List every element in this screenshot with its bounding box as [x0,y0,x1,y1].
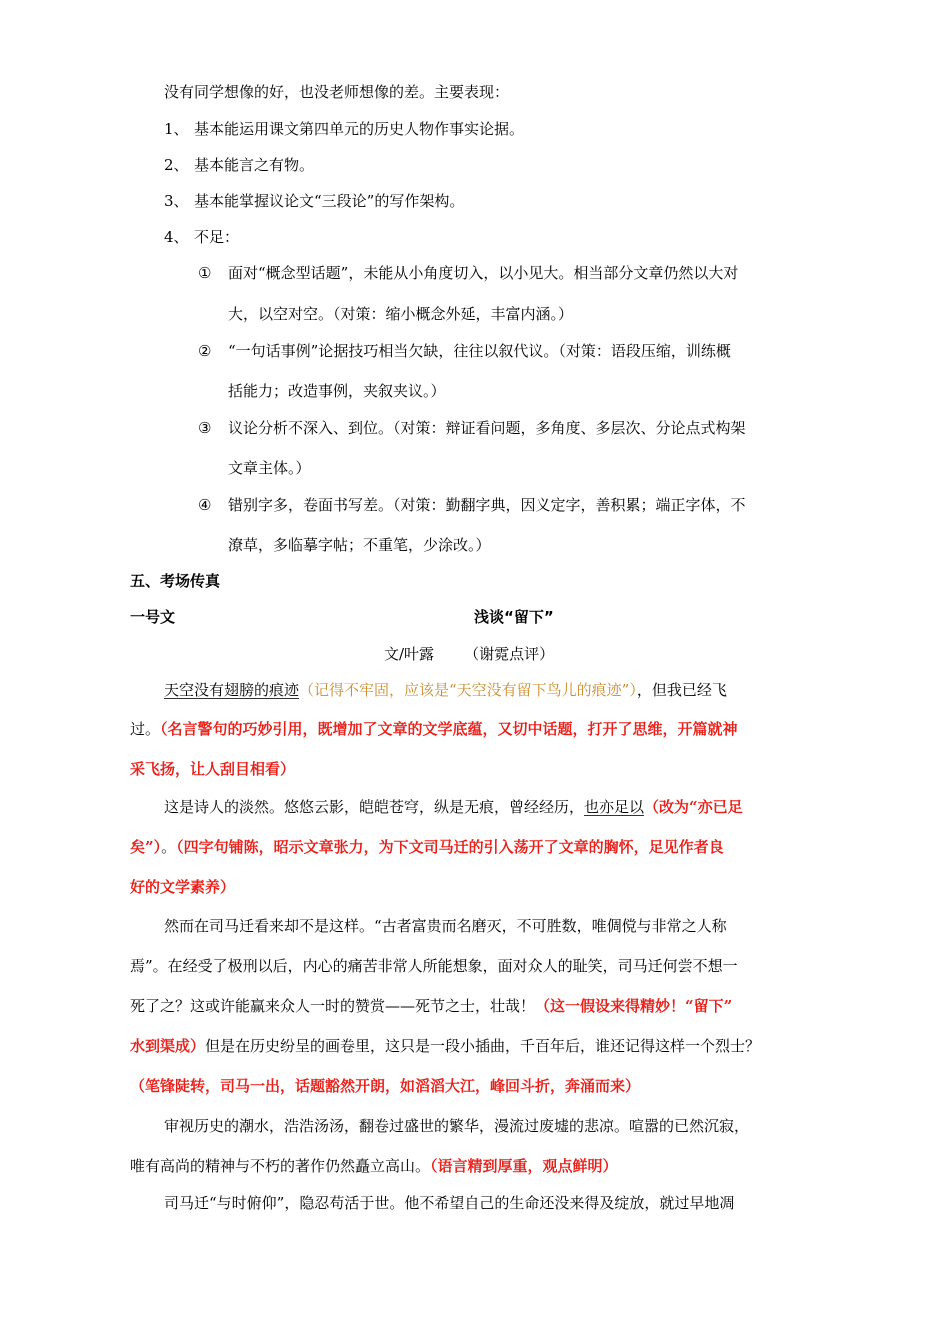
shortcoming-1-cont: 大，以空对空。（对策：缩小概念外延，丰富内涵。） [228,305,574,323]
shortcoming-1 [198,263,738,283]
shortcoming-2 [198,341,731,361]
point-number: 1、 [164,120,189,138]
point-number: 3、 [164,192,189,210]
text: 唯有高尚的精神与不朽的著作仍然矗立高山。 [130,1157,431,1175]
point-1 [164,119,524,139]
point-number: 4、 [164,228,189,246]
paragraph-2-line-3: 好的文学素养） [130,878,236,896]
essay-label: 一号文 [130,608,176,626]
paragraph-2-line-2 [130,837,724,857]
comment-note: （语言精到厚重，观点鲜明） [430,1157,618,1175]
text: 。 [161,838,177,856]
paragraph-3-line-1: 然而在司马迁看来却不是这样。“古者富贵而名磨灭，不可胜数，唯倜傥与非常之人称 [164,917,727,935]
paragraph-3-line-2: 焉”。在经受了极刑以后，内心的痛苦非常人所能想象，面对众人的耻笑，司马迁何尝不想一 [130,957,738,975]
section-title: 五、考场传真 [130,572,221,590]
shortcoming-2-cont: 括能力；改造事例，夹叙夹议。） [228,382,446,400]
point-3 [164,191,464,211]
text: 死了之？这或许能赢来众人一时的赞赏——死节之士，壮哉！ [130,997,536,1015]
comment-note: （名言警句的巧妙引用，既增加了文章的文学底蕴，又切中话题，打开了思维，开篇就神 [160,720,738,738]
text: 这是诗人的淡然。悠悠云影，皑皑苍穹，纵是无痕，曾经经历， [164,798,585,816]
correction-note-cont: 矣”） [130,838,162,856]
paragraph-1-line-3: 采飞扬，让人刮目相看） [130,760,296,778]
paragraph-4-line-1: 审视历史的潮水，浩浩汤汤，翻卷过盛世的繁华，漫流过废墟的悲凉。喧嚣的已然沉寂， [164,1117,750,1135]
circled-number: ① [198,264,212,282]
point-text: 不足： [194,228,240,246]
circled-number: ④ [198,496,212,514]
paragraph-3-line-4 [130,1036,760,1056]
text: ，但我已经飞 [636,681,727,699]
comment-note: （四字句铺陈，昭示文章张力，为下文司马迁的引入荡开了文章的胸怀，足见作者良 [176,838,724,856]
point-text: 基本能运用课文第四单元的历史人物作事实论据。 [194,120,525,138]
point-text: 基本能掌握议论文“三段论”的写作架构。 [194,192,465,210]
author: 文/叶露 [384,645,435,663]
shortcoming-text: 错别字多，卷面书写差。（对策：勤翻字典，因义定字，善积累；端正字体，不 [228,496,746,514]
comment-note: （这一假设来得精妙！“留下” [535,997,733,1015]
paragraph-1-line-1 [164,680,727,700]
point-2 [164,155,314,175]
underlined-phrase: 也亦足以 [584,798,645,816]
paragraph-5-line-1: 司马迁“与时俯仰”，隐忍苟活于世。他不希望自己的生命还没来得及绽放，就过早地凋 [164,1194,735,1212]
reviewer: （谢霓点评） [464,645,555,663]
misquoted-phrase: 天空没有翅膀的痕迹 [164,681,300,699]
shortcoming-3 [198,418,746,438]
correction-note: （记得不牢固，应该是“天空没有留下鸟儿的痕迹”） [299,681,637,699]
correction-note: （改为“亦已足 [644,798,743,816]
circled-number: ③ [198,419,212,437]
text: 但是在历史纷呈的画卷里，这只是一段小插曲，千百年后，谁还记得这样一个烈士？ [205,1037,761,1055]
text: 过。 [130,720,161,738]
intro-line: 没有同学想像的好，也没老师想像的差。主要表现： [164,83,510,101]
point-text: 基本能言之有物。 [194,156,315,174]
shortcoming-4-cont: 潦草，多临摹字帖；不重笔，少涂改。） [228,536,491,554]
shortcoming-4 [198,495,746,515]
point-number: 2、 [164,156,189,174]
paragraph-4-line-2 [130,1156,618,1176]
point-4 [164,227,239,247]
shortcoming-text: “一句话事例”论据技巧相当欠缺，往往以叙代议。（对策：语段压缩，训练概 [228,342,731,360]
paragraph-3-line-5: （笔锋陡转，司马一出，话题豁然开朗，如滔滔大江，峰回斗折，奔涌而来） [130,1077,641,1095]
essay-title: 浅谈“留下” [474,608,554,626]
shortcoming-text: 面对“概念型话题”，未能从小角度切入，以小见大。相当部分文章仍然以大对 [228,264,739,282]
shortcoming-3-cont: 文章主体。） [228,459,311,477]
paragraph-1-line-2 [130,719,738,739]
circled-number: ② [198,342,212,360]
essay-byline [384,644,554,664]
comment-note-cont: 水到渠成） [130,1037,206,1055]
paragraph-3-line-3 [130,996,732,1016]
paragraph-2-line-1 [164,797,743,817]
shortcoming-text: 议论分析不深入、到位。（对策：辩证看问题，多角度、多层次、分论点式构架 [228,419,746,437]
